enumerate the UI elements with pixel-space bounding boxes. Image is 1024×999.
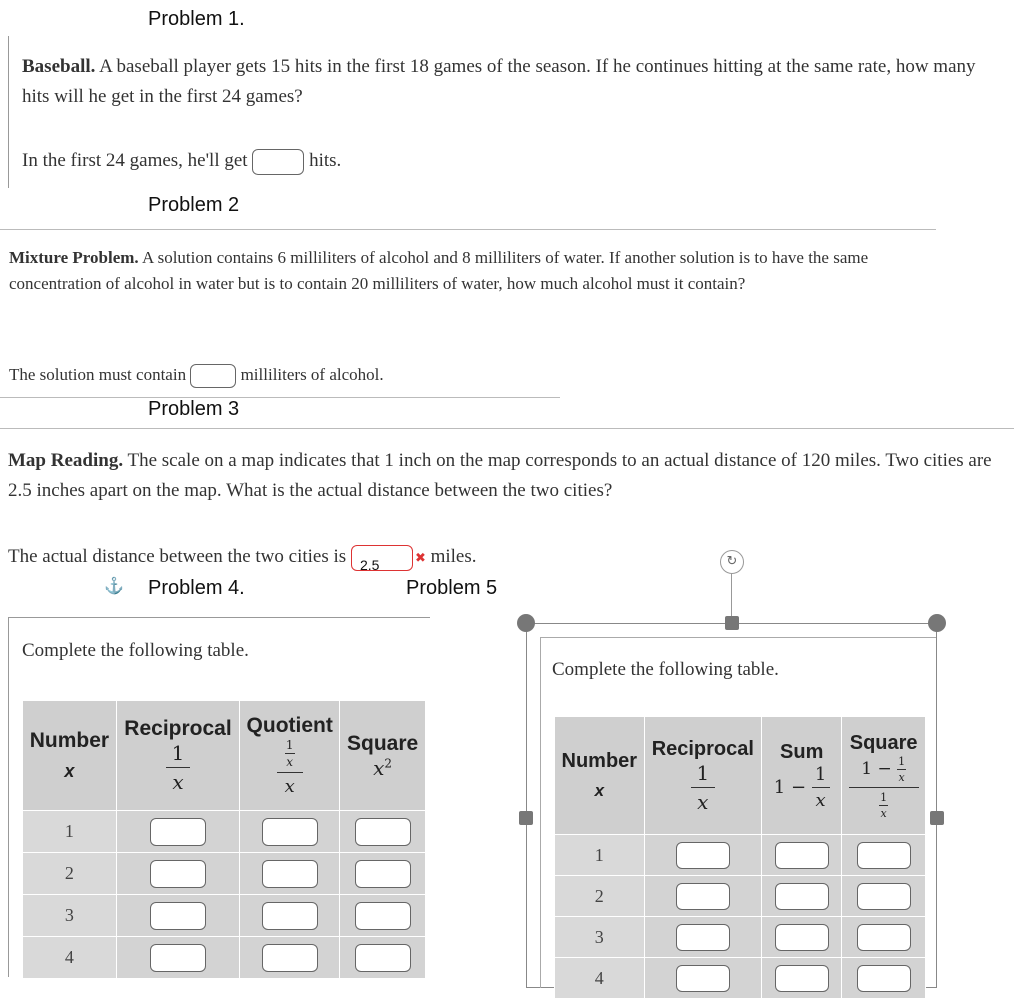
problem-1-body: A baseball player gets 15 hits in the first 18 games of the season. If he continues hitting at the same rate, how many hits will he get in the first 24 games? bbox=[22, 56, 976, 107]
square-inner-fraction bbox=[897, 755, 906, 784]
problem-2-heading: Problem 2 bbox=[148, 194, 240, 216]
table-row bbox=[23, 853, 426, 895]
fraction-bar bbox=[812, 787, 830, 788]
square-input[interactable] bbox=[857, 883, 911, 910]
reciprocal-input[interactable] bbox=[676, 965, 730, 992]
row-number: 2 bbox=[23, 853, 117, 895]
fraction-numerator: 1 bbox=[171, 741, 185, 765]
problem-1-heading: Problem 1. bbox=[148, 8, 245, 30]
square-cell bbox=[842, 835, 926, 876]
reciprocal-fraction bbox=[166, 741, 190, 794]
col-quotient-label: Quotient bbox=[246, 714, 333, 737]
col-reciprocal-label: Reciprocal bbox=[124, 717, 232, 740]
quotient-cell bbox=[240, 895, 340, 937]
resize-handle-top-right[interactable] bbox=[928, 614, 946, 632]
problem-4-left-border bbox=[8, 617, 9, 977]
problem-3-title: Map Reading. bbox=[8, 450, 124, 471]
fraction-bar bbox=[691, 787, 715, 788]
resize-handle-left[interactable] bbox=[519, 811, 533, 825]
row-number: 2 bbox=[555, 876, 645, 917]
col-number-x: x bbox=[594, 781, 605, 800]
table-row bbox=[23, 895, 426, 937]
one-minus: 1 − bbox=[861, 758, 892, 779]
anchor-icon[interactable]: ⚓ bbox=[104, 578, 124, 595]
reciprocal-input[interactable] bbox=[150, 860, 206, 888]
problem-5-heading: Problem 5 bbox=[406, 577, 498, 599]
sum-input[interactable] bbox=[775, 965, 829, 992]
square-cell bbox=[340, 895, 426, 937]
col-square-label: Square bbox=[849, 731, 918, 754]
square-cell bbox=[340, 937, 426, 979]
square-cell bbox=[842, 958, 926, 999]
col-quotient-header bbox=[240, 701, 340, 811]
table-row bbox=[555, 958, 926, 999]
square-input[interactable] bbox=[857, 924, 911, 951]
square-input[interactable] bbox=[857, 842, 911, 869]
col-number-header bbox=[23, 701, 117, 811]
reciprocal-input[interactable] bbox=[150, 818, 206, 846]
resize-handle-top-left[interactable] bbox=[517, 614, 535, 632]
fraction-denominator: x bbox=[697, 789, 709, 814]
problem-1-left-border bbox=[8, 36, 9, 188]
problem-3-divider bbox=[0, 428, 1014, 429]
reciprocal-input[interactable] bbox=[676, 842, 730, 869]
problem-4-heading: Problem 4. bbox=[148, 577, 245, 599]
col-reciprocal-label: Reciprocal bbox=[651, 737, 754, 760]
inner-fraction-bar bbox=[879, 805, 888, 806]
quotient-cell bbox=[240, 811, 340, 853]
problem-2-answer-line bbox=[9, 362, 384, 388]
quotient-input[interactable] bbox=[262, 818, 318, 846]
fraction-numerator: 1 bbox=[814, 763, 827, 785]
col-square-label: Square bbox=[347, 731, 419, 755]
inner-denominator: x bbox=[286, 755, 294, 769]
reciprocal-cell bbox=[116, 895, 239, 937]
square-denominator bbox=[849, 791, 919, 820]
square-cell bbox=[842, 917, 926, 958]
problem-4-top-border bbox=[8, 617, 430, 618]
square-input[interactable] bbox=[355, 902, 411, 930]
sum-formula bbox=[763, 764, 840, 811]
quotient-input[interactable] bbox=[262, 902, 318, 930]
problem-4-table bbox=[22, 700, 426, 979]
square-cell bbox=[340, 811, 426, 853]
problem-2-body: A solution contains 6 milliliters of alcohol and 8 milliliters of water. If another solution is to have the same concentration of alcohol in water but is to contain 20 milliliters of water, how much alcohol must it contain? bbox=[9, 248, 869, 293]
one-minus: 1 − bbox=[773, 776, 807, 798]
square-numerator bbox=[849, 755, 919, 784]
problem-1-answer-input[interactable] bbox=[252, 149, 304, 175]
table-row bbox=[555, 876, 926, 917]
reciprocal-cell bbox=[644, 835, 761, 876]
table-row bbox=[555, 835, 926, 876]
problem-1-answer-suffix: hits. bbox=[309, 150, 342, 171]
exponent: 2 bbox=[384, 755, 393, 770]
problem-2-divider bbox=[0, 229, 936, 230]
problem-1-statement bbox=[22, 52, 997, 112]
reciprocal-cell bbox=[116, 811, 239, 853]
problem-1-answer-prefix: In the first 24 games, he'll get bbox=[22, 150, 248, 171]
table-row bbox=[555, 917, 926, 958]
rotate-handle-icon[interactable]: ↻ bbox=[720, 550, 744, 574]
square-cell bbox=[340, 853, 426, 895]
square-fraction bbox=[849, 755, 919, 820]
inner-numerator: 1 bbox=[898, 754, 906, 768]
sum-input[interactable] bbox=[775, 883, 829, 910]
reciprocal-input[interactable] bbox=[150, 944, 206, 972]
problem-4-intro: Complete the following table. bbox=[22, 640, 249, 661]
fraction-denominator: x bbox=[815, 789, 826, 811]
reciprocal-fraction bbox=[691, 761, 715, 814]
row-number: 4 bbox=[23, 937, 117, 979]
problem-2-answer-input[interactable] bbox=[190, 364, 236, 388]
table-row bbox=[23, 937, 426, 979]
row-number: 3 bbox=[23, 895, 117, 937]
fraction-bar bbox=[849, 787, 919, 788]
problem-3-answer-line bbox=[8, 542, 477, 573]
reciprocal-cell bbox=[644, 917, 761, 958]
problem-3-answer-suffix: miles. bbox=[430, 546, 477, 567]
row-number: 3 bbox=[555, 917, 645, 958]
problem-2-answer-suffix: milliliters of alcohol. bbox=[240, 365, 384, 384]
sum-cell bbox=[762, 876, 842, 917]
problem-2-answer-prefix: The solution must contain bbox=[9, 365, 187, 384]
square-cell bbox=[842, 876, 926, 917]
sum-input[interactable] bbox=[775, 924, 829, 951]
reciprocal-input[interactable] bbox=[150, 902, 206, 930]
row-number: 4 bbox=[555, 958, 645, 999]
inner-fraction-bar bbox=[897, 769, 906, 770]
row-number: 1 bbox=[23, 811, 117, 853]
reciprocal-input[interactable] bbox=[676, 883, 730, 910]
square-input[interactable] bbox=[355, 818, 411, 846]
sum-fraction bbox=[812, 764, 830, 811]
fraction-bar bbox=[166, 767, 190, 768]
col-reciprocal-header bbox=[116, 701, 239, 811]
quotient-inner-fraction bbox=[285, 738, 295, 769]
quotient-input[interactable] bbox=[262, 860, 318, 888]
resize-handle-top[interactable] bbox=[725, 616, 739, 630]
row-number: 1 bbox=[555, 835, 645, 876]
col-reciprocal-header bbox=[644, 717, 761, 835]
incorrect-icon: ✖ bbox=[414, 550, 426, 565]
problem-5-table bbox=[554, 716, 926, 999]
problem-1-title: Baseball. bbox=[22, 56, 96, 77]
col-sum-label: Sum bbox=[780, 740, 824, 763]
col-number-header bbox=[555, 717, 645, 835]
reciprocal-cell bbox=[116, 853, 239, 895]
sum-cell bbox=[762, 958, 842, 999]
fraction-bar bbox=[277, 772, 303, 773]
quotient-cell bbox=[240, 937, 340, 979]
problem-4-header-row bbox=[23, 701, 426, 811]
sum-input[interactable] bbox=[775, 842, 829, 869]
square-input[interactable] bbox=[355, 944, 411, 972]
quotient-cell bbox=[240, 853, 340, 895]
fraction-numerator: 1 bbox=[696, 760, 710, 785]
reciprocal-input[interactable] bbox=[676, 924, 730, 951]
col-number-label: Number bbox=[561, 750, 638, 772]
inner-fraction-bar bbox=[285, 753, 295, 754]
problem-3-body: The scale on a map indicates that 1 inch on the map corresponds to an actual distance of 120 miles. Two cities are 2.5 inches apart on the map. What is the actual distance between the two cities? bbox=[8, 450, 992, 501]
reciprocal-cell bbox=[644, 958, 761, 999]
problem-2-statement bbox=[9, 245, 927, 297]
problem-3-heading: Problem 3 bbox=[148, 398, 240, 420]
reciprocal-cell bbox=[116, 937, 239, 979]
quotient-fraction bbox=[277, 738, 303, 797]
square-input[interactable] bbox=[355, 860, 411, 888]
square-input[interactable] bbox=[857, 965, 911, 992]
problem-2-bottom-divider bbox=[0, 397, 560, 398]
inner-denominator: x bbox=[880, 806, 887, 820]
inner-numerator: 1 bbox=[285, 738, 294, 752]
problem-2-title: Mixture Problem. bbox=[9, 248, 139, 267]
x-base: x bbox=[373, 755, 385, 780]
problem-5-header-row bbox=[555, 717, 926, 835]
table-row bbox=[23, 811, 426, 853]
x-squared bbox=[341, 756, 424, 780]
col-number-label: Number bbox=[29, 729, 110, 752]
col-square-header bbox=[340, 701, 426, 811]
problem-3-answer-prefix: The actual distance between the two cities is bbox=[8, 546, 347, 567]
problem-3-answer-input[interactable]: 2.5 bbox=[351, 545, 413, 571]
col-sum-header bbox=[762, 717, 842, 835]
col-number-x: x bbox=[64, 761, 75, 781]
col-square-header bbox=[842, 717, 926, 835]
inner-numerator: 1 bbox=[880, 790, 888, 804]
fraction-denominator: x bbox=[172, 770, 184, 794]
reciprocal-cell bbox=[644, 876, 761, 917]
rotate-handle-stem bbox=[731, 573, 732, 617]
problem-5-intro: Complete the following table. bbox=[552, 659, 779, 680]
sum-cell bbox=[762, 917, 842, 958]
fraction-denominator: x bbox=[284, 776, 295, 797]
problem-3-statement bbox=[8, 446, 1012, 506]
sum-cell bbox=[762, 835, 842, 876]
problem-1-answer-line bbox=[22, 146, 341, 176]
inner-denominator: x bbox=[898, 770, 905, 784]
quotient-input[interactable] bbox=[262, 944, 318, 972]
